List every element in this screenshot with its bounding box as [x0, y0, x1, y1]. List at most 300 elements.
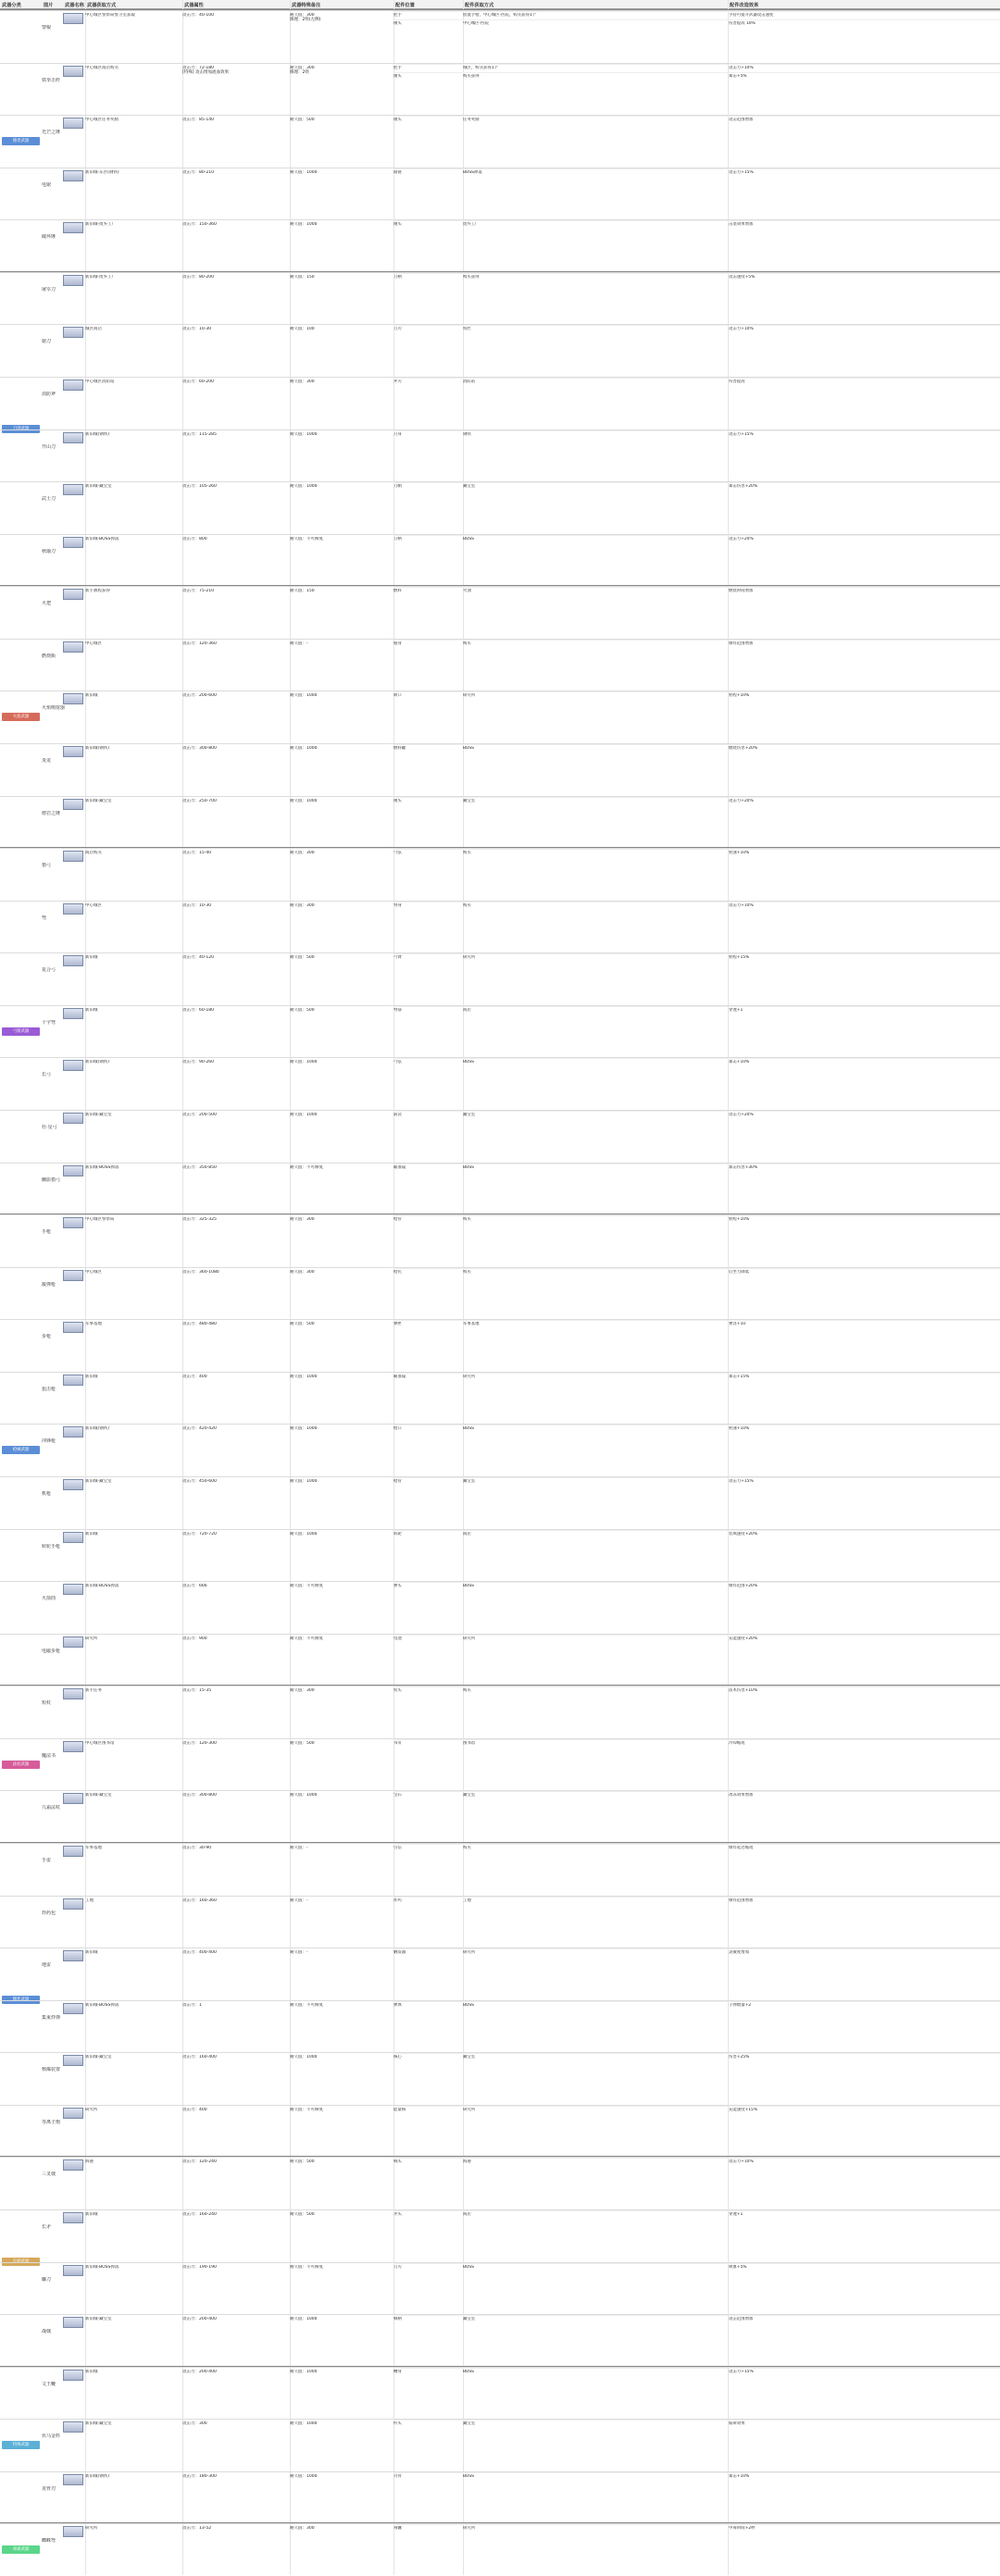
part-source: 火油	[463, 589, 471, 594]
weapon-image	[63, 432, 83, 443]
weapon-image	[63, 1950, 83, 1961]
part-slot: 杵头	[394, 2421, 402, 2427]
weapon-image	[63, 799, 83, 810]
part-source: 商店	[463, 2211, 471, 2217]
part-slot: 箭袋	[394, 1112, 402, 1117]
weapon-source: 新旧城-BOSS掉落	[85, 2002, 119, 2008]
weapon-row	[0, 2000, 1000, 2053]
weapon-image	[63, 1270, 83, 1281]
part-slot: 枪托	[394, 1269, 402, 1275]
header-category: 武器分类	[0, 0, 42, 9]
weapon-attributes: 攻击力：150-360	[182, 222, 217, 228]
part-row	[394, 168, 1000, 177]
weapon-source: 新旧城-BOSS掉落	[85, 536, 119, 541]
part-row	[394, 11, 1000, 19]
weapon-image	[63, 1793, 83, 1804]
part-row	[394, 482, 1000, 491]
weapon-source: 新旧城-BOSS掉落	[85, 2264, 119, 2270]
weapon-misc: 耐久值：1000	[290, 431, 318, 437]
weapon-source: 研究所	[85, 2107, 98, 2112]
part-slot: 弩箭	[394, 1007, 402, 1013]
weapon-name: 短杖	[42, 1700, 52, 1707]
part-row	[394, 1948, 1000, 1957]
weapon-row	[0, 586, 1000, 639]
part-slot: 弩身	[394, 902, 402, 908]
part-effect: 攻击范围增加	[729, 2317, 754, 2322]
weapon-image	[63, 66, 83, 77]
weapon-source: 中心城区商店购买	[85, 65, 119, 70]
part-slot: 炸药	[394, 1898, 402, 1903]
part-effect: 眩晕效果	[729, 2421, 745, 2427]
weapon-misc: 耐久值：150	[290, 589, 315, 594]
weapon-misc: 耐久值：不可修复	[290, 1584, 323, 1589]
weapon-misc: 耐久值：500	[290, 955, 315, 961]
weapon-name: 核爆装置	[42, 2067, 61, 2073]
part-row	[394, 1791, 1000, 1799]
weapon-attributes: 攻击力：160-240	[182, 2211, 217, 2217]
part-effect: 伤害+25%	[729, 2055, 750, 2060]
part-effect: 攻击力+20%	[729, 1112, 754, 1117]
weapon-name: 铁拳击杆	[42, 77, 61, 83]
part-row	[394, 430, 1000, 439]
part-row	[394, 587, 1000, 595]
weapon-source: 新旧城	[85, 1950, 98, 1956]
part-slot: 枪管	[394, 1478, 402, 1484]
part-source: 购买	[463, 641, 471, 646]
weapon-attributes: 攻击力：400	[182, 2107, 207, 2112]
weapon-name: 魔法书	[42, 1752, 56, 1759]
weapon-attributes: 攻击力：720-720	[182, 1531, 217, 1537]
part-effect: 冰冻效果增加	[729, 1793, 754, 1798]
weapon-row	[0, 2052, 1000, 2105]
weapon-attributes: 攻击力：420-420	[182, 1426, 217, 1432]
part-effect: 攻击力+10%	[729, 327, 754, 332]
part-slot: 弹头	[394, 1584, 402, 1589]
category-label: 弓箭武器	[2, 1027, 40, 1036]
part-effect: 攻击力+15%	[729, 169, 754, 175]
header-source: 武器获取方式	[85, 0, 182, 9]
weapon-image	[63, 1113, 83, 1124]
part-effect: 燃烧时间增加	[729, 589, 754, 594]
weapon-attributes: 攻击力：300-800	[182, 1793, 217, 1798]
weapon-misc: 耐久值：1000	[290, 2317, 318, 2322]
weapon-attributes: 攻击力：90-260	[182, 1060, 214, 1065]
weapon-attributes: 攻击力：350-850	[182, 1164, 217, 1170]
part-effect: 射程+15%	[729, 955, 750, 961]
part-slot: 锯链	[394, 169, 402, 175]
weapon-source: 新旧城	[85, 2369, 98, 2374]
header-misc: 武器特殊备注	[290, 0, 394, 9]
part-row	[394, 1739, 1000, 1748]
weapon-misc: 耐久值：1000	[290, 484, 318, 490]
part-row	[394, 1635, 1000, 1643]
weapon-image	[63, 2421, 83, 2433]
weapon-attributes: 攻击力：105-260	[182, 484, 217, 490]
weapon-source: 新旧城	[85, 1374, 98, 1379]
part-source: 研究所	[463, 955, 476, 961]
part-row	[394, 1530, 1000, 1538]
weapon-name: 龙骨刃	[42, 2485, 56, 2492]
part-effect: 爆炸范围增加	[729, 641, 754, 646]
weapon-row	[0, 1476, 1000, 1529]
part-slot: 斧刃	[394, 379, 402, 384]
part-effect: 暴击伤害+30%	[729, 1164, 758, 1170]
category-group	[0, 1685, 1000, 1842]
weapon-image	[63, 2526, 83, 2537]
part-effect: 击退效果增加	[729, 222, 754, 228]
part-source: BOSS	[463, 2264, 474, 2270]
part-source: 商店	[463, 1007, 471, 1013]
part-row	[394, 797, 1000, 805]
part-effect: 充能速度+20%	[729, 1636, 758, 1641]
weapon-misc: 耐久值：150	[290, 274, 315, 280]
category-label: 锤类武器	[2, 137, 40, 145]
weapon-name: 地雷	[42, 1962, 52, 1969]
weapon-misc: 耐久值：不可修复	[290, 2264, 323, 2270]
part-row	[394, 640, 1000, 648]
weapon-name: 三叉戟	[42, 2172, 56, 2178]
weapon-name: 伏马金杵	[42, 2433, 61, 2440]
part-effect: 攻击速度+5%	[729, 274, 756, 280]
weapon-source: 新旧城-藏宝室	[85, 1478, 112, 1484]
weapon-row	[0, 639, 1000, 691]
part-effect: 手持可提升武器攻击速度	[729, 13, 774, 18]
weapon-source: 工地	[85, 1898, 94, 1903]
part-slot: 书页	[394, 1740, 402, 1746]
part-effect: 射速+10%	[729, 1426, 750, 1432]
part-source: 消防站	[463, 379, 476, 384]
weapon-row	[0, 796, 1000, 849]
part-row	[394, 1897, 1000, 1905]
weapon-name: 燃烧瓶	[42, 653, 56, 659]
weapon-name: 杜·星弓	[42, 1124, 57, 1130]
category-label: 爆炸武器	[2, 1996, 40, 2004]
weapon-name: 锯刀	[42, 339, 52, 345]
weapon-source: 新旧城(钢铁)	[85, 1426, 110, 1432]
part-slot: 燃料罐	[394, 745, 406, 751]
weapon-name: 转轮手枪	[42, 1543, 61, 1549]
weapon-name: 狙击枪	[42, 1386, 56, 1392]
weapon-source: 新旧城-废弃工厂	[85, 274, 117, 280]
part-slot: 喷口	[394, 693, 402, 699]
category-group	[0, 2522, 1000, 2575]
weapon-image	[63, 851, 83, 862]
weapon-attributes: 攻击力：800	[182, 536, 207, 541]
weapon-source: 新旧城-藏宝室	[85, 484, 112, 490]
weapon-source: 军事基地	[85, 1322, 102, 1327]
weapon-name: 冲锋枪	[42, 1438, 56, 1445]
part-source: 废弃工厂	[463, 222, 480, 228]
part-slot: 刃骨	[394, 2473, 402, 2479]
weapon-row	[0, 1581, 1000, 1634]
part-source: 藏宝室	[463, 484, 476, 490]
weapon-row	[0, 1214, 1000, 1267]
weapon-name: 屠宰刀	[42, 286, 56, 292]
part-effect: 暴击+15%	[729, 1374, 750, 1379]
part-source: 购买获得	[463, 274, 480, 280]
weapon-row	[0, 324, 1000, 377]
part-source: BOSS	[463, 1426, 474, 1432]
part-slot: 锤头	[394, 21, 402, 26]
part-effect: 爆炸范围+20%	[729, 1584, 758, 1589]
part-row	[394, 1320, 1000, 1328]
weapon-row	[0, 2367, 1000, 2420]
weapon-row	[0, 377, 1000, 429]
weapon-name: 十字弩	[42, 1019, 56, 1026]
part-effect: 灵敏度增加	[729, 1950, 749, 1956]
part-row	[394, 535, 1000, 543]
part-effect: 攻击力+10%	[729, 65, 754, 70]
weapon-attributes: 攻击力：15-40	[182, 851, 212, 856]
category-group	[0, 271, 1000, 585]
header-image: 图片	[42, 0, 63, 9]
part-row	[394, 378, 1000, 386]
category-group	[0, 9, 1000, 271]
part-source: BOSS	[463, 745, 474, 751]
part-effect: 穿透+1	[729, 1007, 744, 1013]
weapon-source: 商店购买	[85, 851, 102, 856]
weapon-misc: 耐久值：不可修复	[290, 2002, 323, 2008]
weapon-attributes: 攻击力：75-210	[182, 589, 214, 594]
weapon-attributes: 攻击力：160-400	[182, 2055, 217, 2060]
part-effect: 爆炸范围增加	[729, 1898, 754, 1903]
weapon-misc: 耐久值：不可修复	[290, 2107, 323, 2112]
weapon-row	[0, 901, 1000, 953]
part-row	[394, 744, 1000, 753]
weapon-attributes: 攻击力：480-480	[182, 1322, 217, 1327]
part-row	[394, 1425, 1000, 1433]
part-source: 购买	[463, 1269, 471, 1275]
part-slot: 电池	[394, 1636, 402, 1641]
part-row	[394, 1373, 1000, 1381]
weapon-misc: 耐久值：1000	[290, 693, 318, 699]
weapon-misc: 耐久值：300	[290, 1688, 315, 1694]
weapon-name: 警棍	[42, 25, 52, 31]
weapon-row	[0, 2262, 1000, 2315]
weapon-image	[63, 1688, 83, 1699]
part-effect: 燃烧伤害+20%	[729, 745, 758, 751]
weapon-misc: 耐久值：1000	[290, 222, 318, 228]
weapon-image	[63, 380, 83, 391]
weapon-image	[63, 222, 83, 233]
weapon-image	[63, 1008, 83, 1019]
part-slot: 戟柄	[394, 2317, 402, 2322]
part-effect: 充能速度+15%	[729, 2107, 758, 2112]
category-label: 长柄武器	[2, 2258, 40, 2266]
category-label: 刀剑武器	[2, 425, 40, 433]
weapon-attributes: 攻击力：325-325	[182, 1217, 217, 1223]
part-slot: 瓶身	[394, 641, 402, 646]
weapon-attributes: 攻击力：60-200	[182, 379, 214, 384]
weapon-source: 新手任务	[85, 1688, 102, 1694]
weapon-image	[63, 2265, 83, 2276]
weapon-misc: 耐久值：300	[290, 851, 315, 856]
weapon-source: 新旧城	[85, 693, 98, 699]
part-row	[394, 2001, 1000, 2010]
weapon-image	[63, 2159, 83, 2171]
weapon-row	[0, 1529, 1000, 1582]
part-effect: 装填速度+20%	[729, 1531, 758, 1537]
weapon-misc: 耐久值：300 修理：2铁(左侧)	[290, 13, 321, 23]
part-slot: 刀柄	[394, 536, 402, 541]
weapon-source: 新旧城-BOSS掉落	[85, 1584, 119, 1589]
category-group	[0, 585, 1000, 847]
weapon-misc: 耐久值：不可修复	[290, 536, 323, 541]
weapon-misc: 耐久值：1000	[290, 169, 318, 175]
part-slot: 杖头	[394, 1688, 402, 1694]
category-label: 火焰武器	[2, 713, 40, 721]
weapon-image	[63, 641, 83, 653]
part-effect: 攻击力+15%	[729, 1478, 754, 1484]
weapon-misc: 耐久值：500	[290, 118, 315, 123]
part-row	[394, 1215, 1000, 1224]
weapon-row	[0, 534, 1000, 587]
weapon-attributes: 攻击力：1	[182, 2002, 202, 2008]
weapon-name: 电磁步枪	[42, 1648, 61, 1654]
weapon-misc: 耐久值：1000	[290, 1374, 318, 1379]
weapon-name: 电锯	[42, 181, 52, 188]
category-label: 法杖武器	[2, 1761, 40, 1769]
part-slot: 刀柄	[394, 274, 402, 280]
part-source: BOSS	[463, 1584, 474, 1589]
weapon-name: 长弓	[42, 1072, 52, 1078]
part-effect: 攻击力+10%	[729, 2159, 754, 2165]
weapon-source: 新旧城	[85, 955, 98, 961]
weapon-name: 长矛	[42, 2223, 52, 2230]
weapon-source: 新旧城-藏宝室	[85, 798, 112, 803]
part-row	[394, 64, 1000, 72]
part-source: BOSS掉落	[463, 169, 482, 175]
part-row	[394, 1686, 1000, 1695]
part-source: 购买	[463, 1217, 471, 1223]
part-row	[394, 1006, 1000, 1014]
weapon-image	[63, 2108, 83, 2119]
weapon-attributes: 攻击力：180-300	[182, 2473, 217, 2479]
weapon-source: 中心城区图书馆	[85, 1740, 115, 1746]
part-row	[394, 1111, 1000, 1119]
part-source: 铁匠	[463, 327, 471, 332]
weapon-source: 中心城区警察局	[85, 1217, 115, 1223]
part-source: 工地	[463, 1898, 471, 1903]
weapon-attributes: 攻击力：115-285	[182, 431, 217, 437]
weapon-misc: 耐久值：1000	[290, 1531, 318, 1537]
weapon-attributes: 攻击力：80-210	[182, 169, 214, 175]
part-row	[394, 2472, 1000, 2481]
part-effect: 爆炸延迟缩短	[729, 1846, 754, 1850]
weapon-row	[0, 848, 1000, 901]
weapon-image	[63, 327, 83, 338]
part-effect: 攻击力+15%	[729, 2369, 754, 2374]
weapon-row	[0, 1163, 1000, 1215]
part-effect: 中毒时间+2秒	[729, 2526, 756, 2532]
weapon-image	[63, 589, 83, 600]
part-slot: 弓弦	[394, 851, 402, 856]
part-slot: 把手	[394, 13, 402, 18]
part-slot: 矛头	[394, 2211, 402, 2217]
weapon-row	[0, 691, 1000, 743]
part-slot: 燃料	[394, 589, 402, 594]
weapon-source: 新旧城-废弃工厂	[85, 222, 117, 228]
weapon-image	[63, 275, 83, 286]
category-group	[0, 1842, 1000, 2156]
category-label: 特殊武器	[2, 2441, 40, 2449]
weapon-name: 光芒之锤	[42, 130, 61, 136]
weapon-misc: 耐久值：500	[290, 1322, 315, 1327]
weapon-name: 熔岩之锤	[42, 810, 61, 816]
weapon-attributes: 攻击力：120-300	[182, 1740, 217, 1746]
weapon-name: 武士刀	[42, 496, 56, 503]
weapon-image	[63, 484, 83, 495]
part-row	[394, 2315, 1000, 2323]
weapon-misc: 耐久值：-	[290, 1950, 308, 1956]
part-slot: 锤头	[394, 73, 402, 79]
weapon-name: 炸药包	[42, 1910, 56, 1916]
weapon-misc: 耐久值：1000	[290, 2421, 318, 2427]
weapon-attributes: 攻击力：40-120	[182, 955, 214, 961]
part-source: 藏宝室	[463, 798, 476, 803]
weapon-name: 秋瑜刀	[42, 548, 56, 554]
part-source: 商店	[463, 1531, 471, 1537]
part-row	[394, 2524, 1000, 2532]
weapon-source: 新旧城-藏宝室	[85, 1793, 112, 1798]
weapon-misc: 耐久值：300	[290, 1217, 315, 1223]
weapon-image	[63, 1060, 83, 1071]
part-source: 研究所	[463, 1636, 476, 1641]
weapon-attributes: 攻击力：10-30	[182, 902, 212, 908]
part-slot: 弹匣	[394, 1322, 402, 1327]
weapon-row	[0, 2209, 1000, 2262]
header-part-slot: 配件位置	[394, 0, 463, 9]
weapon-name: 炎龙	[42, 757, 52, 764]
weapon-row	[0, 1738, 1000, 1791]
part-source: 研究所	[463, 2107, 476, 2112]
weapon-source: 新旧城-藏宝室	[85, 2317, 112, 2322]
weapon-name: 幽影猎弓	[42, 1176, 61, 1183]
weapon-source: 新旧城-东区(钢铁)	[85, 169, 119, 175]
weapon-attributes: 攻击力：900	[182, 1636, 207, 1641]
weapon-image	[63, 2474, 83, 2485]
weapon-name: 机枪	[42, 1490, 52, 1497]
weapon-source: 研究所	[85, 2526, 98, 2532]
weapon-name: 镰刀	[42, 2276, 52, 2283]
part-row	[394, 72, 1000, 81]
part-effect: 暴击+5%	[729, 73, 747, 79]
part-slot: 刀刃	[394, 2264, 402, 2270]
weapon-misc: 耐久值：1000	[290, 1793, 318, 1798]
weapon-misc: 耐久值：500	[290, 2211, 315, 2217]
part-effect: 吸血+5%	[729, 2264, 747, 2270]
part-source: BOSS	[463, 2002, 474, 2008]
weapon-image	[63, 2055, 83, 2066]
part-source: 钢铁	[463, 431, 471, 437]
weapon-row	[0, 115, 1000, 168]
part-effect: 伤害提高 10%	[729, 21, 756, 26]
weapon-row	[0, 1372, 1000, 1425]
part-row	[394, 1477, 1000, 1486]
weapon-image	[63, 1217, 83, 1228]
weapon-image	[63, 2003, 83, 2014]
weapon-name: 火把	[42, 601, 52, 607]
weapon-source: 城区商店	[85, 327, 102, 332]
weapon-source: 军事基地	[85, 1846, 102, 1850]
weapon-attributes: 攻击力：300-800	[182, 745, 217, 751]
weapon-source: 新旧城-藏宝室	[85, 2055, 112, 2060]
weapon-misc: 耐久值：1000	[290, 1112, 318, 1117]
weapon-row	[0, 2314, 1000, 2367]
weapon-misc: 耐久值：300	[290, 902, 315, 908]
weapon-source: 海港	[85, 2159, 94, 2165]
weapon-attributes: 攻击力：450-600	[182, 1478, 217, 1484]
